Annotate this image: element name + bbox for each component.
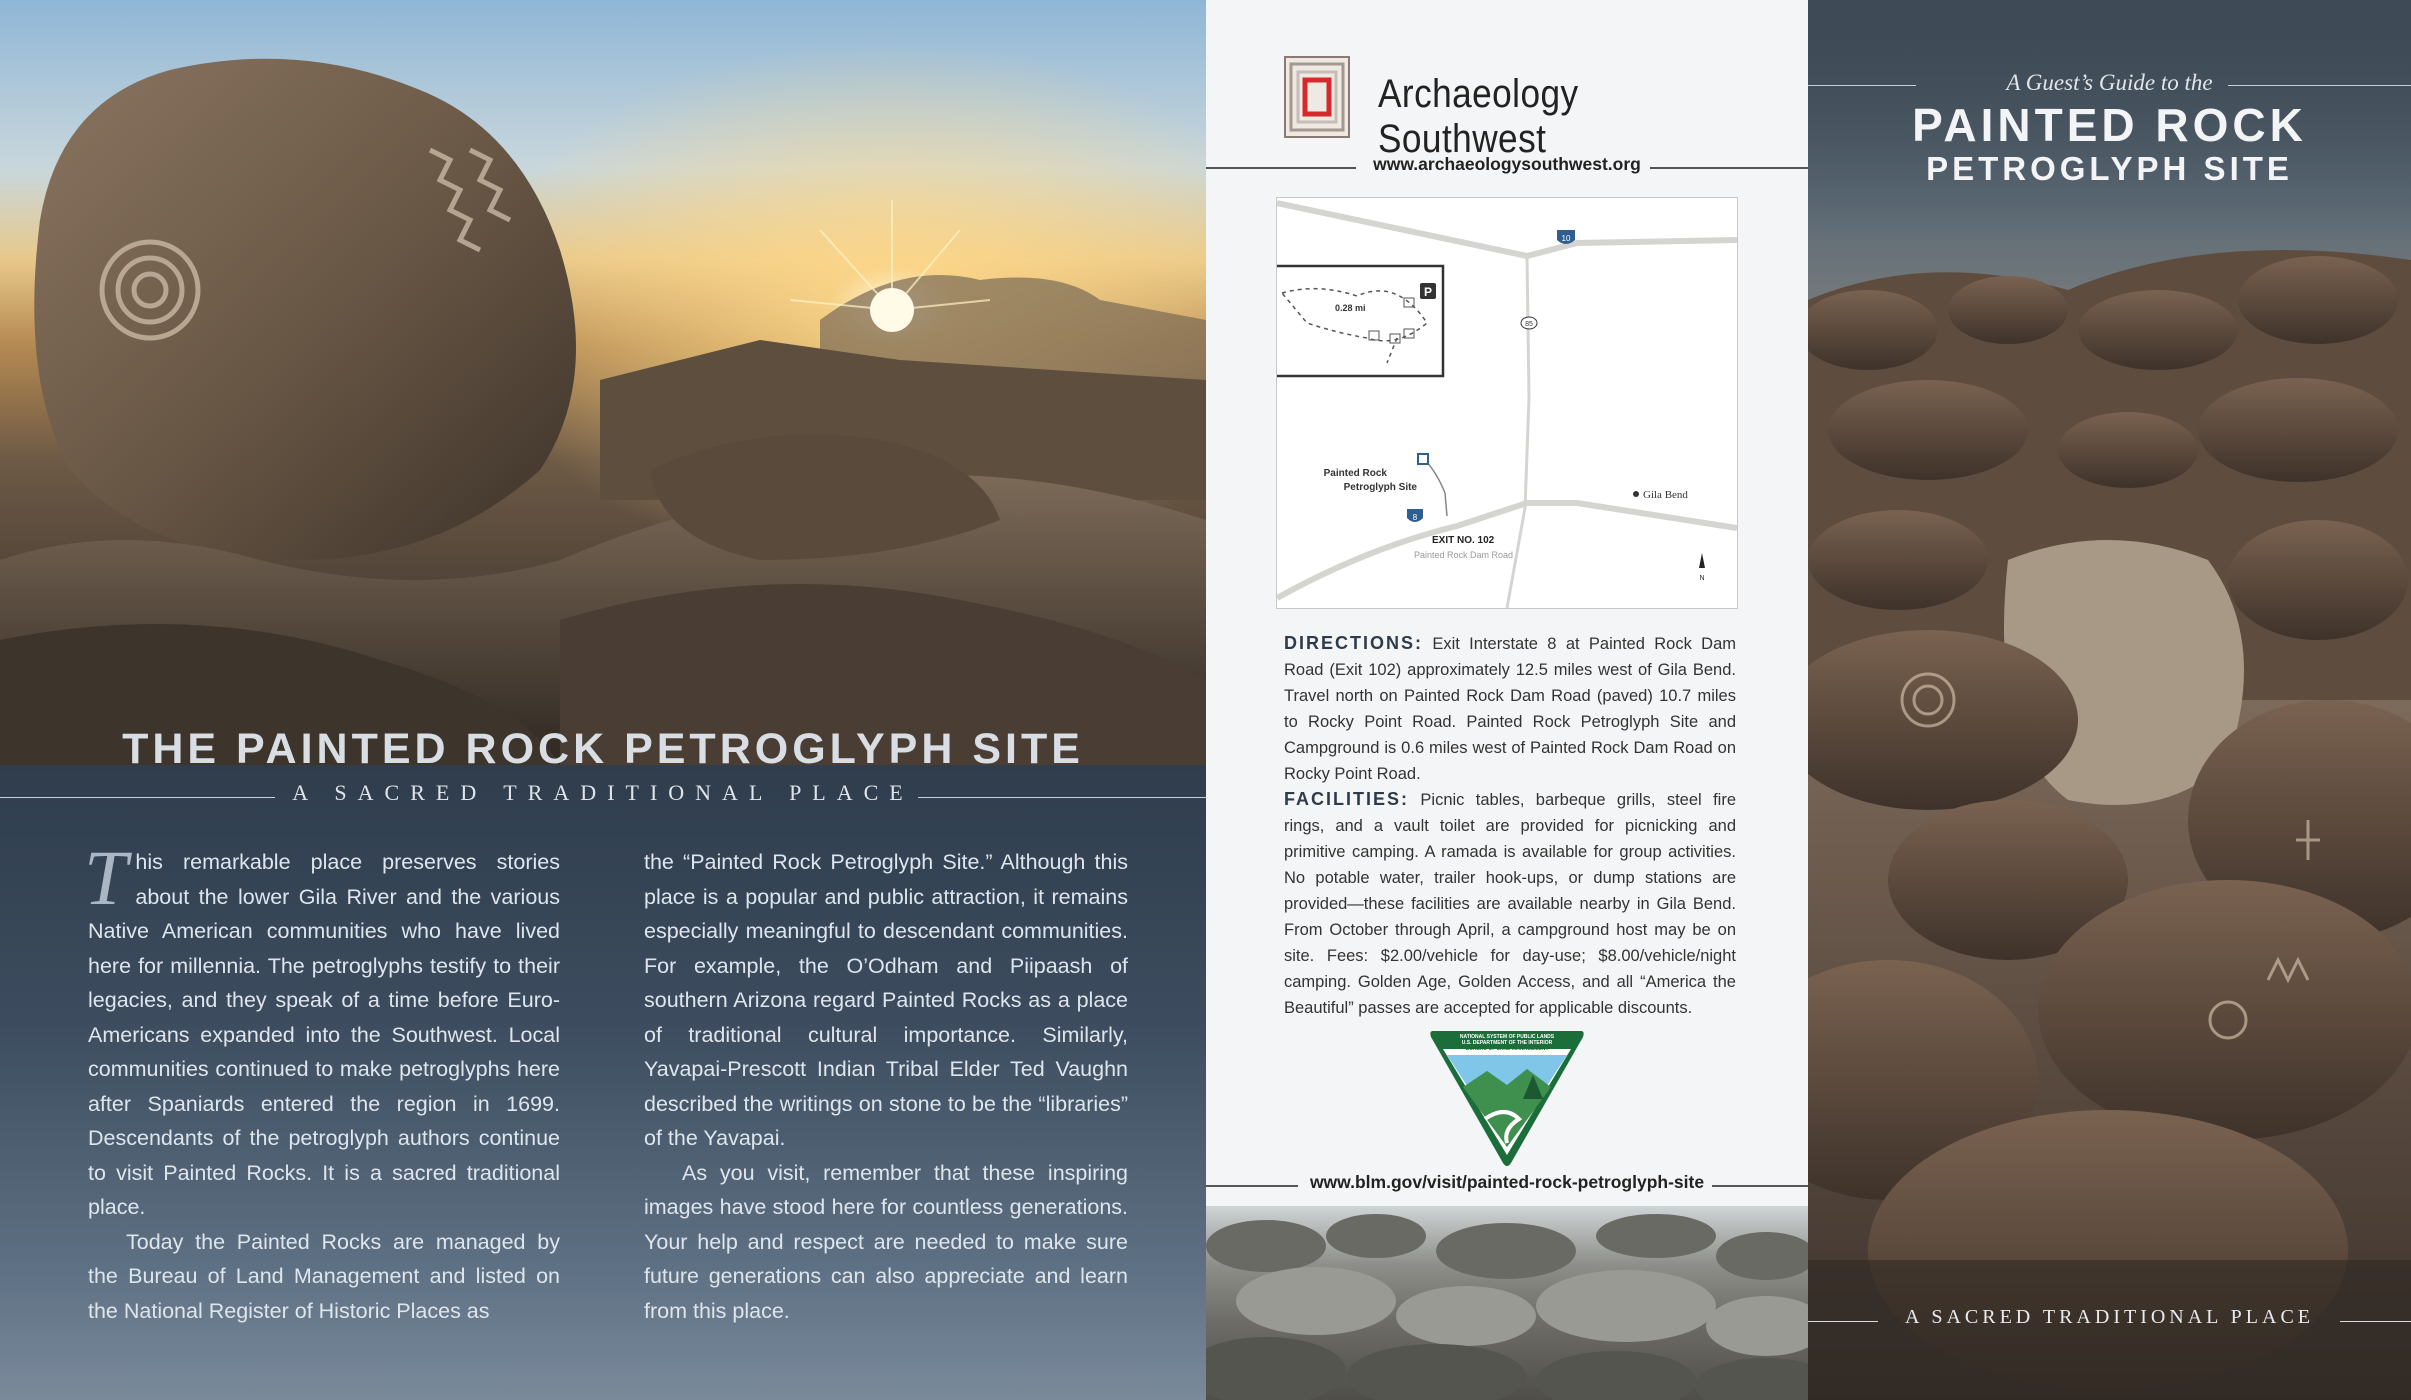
paragraph: As you visit, remember that these inspiring images have stood here for countless generations. Your help and respect are needed to make sure future generations can also appreciate and learn from this place.	[644, 1160, 1128, 1323]
org-url-link[interactable]: www.archaeologysouthwest.org	[1373, 154, 1641, 174]
drop-cap: T	[84, 834, 128, 921]
svg-text:U.S. DEPARTMENT OF THE INTERIO: U.S. DEPARTMENT OF THE INTERIOR	[1461, 1040, 1553, 1046]
org-url-row	[1206, 154, 1808, 180]
cover-subtitle: PETROGLYPH SITE	[1926, 150, 2293, 187]
svg-text:10: 10	[1561, 234, 1571, 243]
facilities-text	[1284, 786, 1736, 1021]
cover-title: PAINTED ROCK	[1912, 99, 2307, 151]
site-label: Painted Rock	[1323, 468, 1387, 479]
cover-tagline: A SACRED TRADITIONAL PLACE	[1904, 1306, 2314, 1328]
site-label: Petroglyph Site	[1343, 482, 1417, 493]
road-label: Painted Rock Dam Road	[1414, 550, 1514, 560]
north-label: N	[1699, 575, 1705, 582]
svg-text:8: 8	[1412, 513, 1418, 522]
blm-badge-logo-icon	[1427, 1027, 1587, 1167]
page-title: THE PAINTED ROCK PETROGLYPH SITE	[122, 725, 1084, 773]
parking-label: P	[1423, 285, 1433, 299]
blm-url-link[interactable]: www.blm.gov/visit/painted-rock-petroglyph-site	[1309, 1172, 1705, 1192]
svg-text:BUREAU OF LAND MANAGEMENT: BUREAU OF LAND MANAGEMENT	[1465, 1046, 1549, 1052]
inset-distance: 0.28 mi	[1335, 303, 1366, 313]
guide-row	[1808, 70, 2411, 100]
archaeology-southwest-logo-icon	[1284, 56, 1350, 138]
exit-label: EXIT NO. 102	[1432, 535, 1495, 546]
body-column-1	[84, 834, 560, 1328]
subtitle-row	[0, 780, 1206, 814]
interstate-10-shield-icon	[1557, 230, 1575, 244]
route-85-shield-icon	[1521, 317, 1537, 329]
facilities-label: FACILITIES:	[1284, 789, 1409, 809]
svg-text:NATIONAL SYSTEM OF PUBLIC LAND: NATIONAL SYSTEM OF PUBLIC LANDS	[1459, 1034, 1555, 1040]
directions-label: DIRECTIONS:	[1284, 633, 1423, 653]
blm-url-row	[1206, 1172, 1808, 1198]
facilities-body: Picnic tables, barbeque grills, steel fire rings, and a vault toilet are provided for picnicking and primitive camping. A ramada is available for group activities. No potable water, trailer hook-ups, or dump stations are provided—these facilities are available nearby in Gila Bend. From October through April, a campground host may be on site. Fees: $2.00/vehicle for day-use; $8.00/vehicle/night camping. Golden Age, Golden Access, and all “America the Beautiful” passes are accepted for applicable discounts.	[1284, 791, 1736, 1017]
sunset-boulder-photo	[0, 0, 1206, 765]
town-dot-icon	[1633, 491, 1639, 497]
org-name: Archaeology Southwest	[1378, 72, 1579, 161]
rock-field-photo	[1206, 1206, 1808, 1400]
directions-body: Exit Interstate 8 at Painted Rock Dam Road (Exit 102) approximately 12.5 miles west of Gila Bend. Travel north on Painted Rock Dam Road (paved) 10.7 miles to Rocky Point Road. Painted Rock Petroglyph Site and Campground is 0.6 miles west of Painted Rock Dam Road on Rocky Point Road.	[1284, 635, 1736, 783]
cover-tagline-row	[1808, 1306, 2411, 1336]
directions-text	[1284, 630, 1736, 787]
body-column-2	[644, 845, 1128, 1328]
town-label: Gila Bend	[1643, 489, 1688, 501]
page-subtitle: A SACRED TRADITIONAL PLACE	[292, 780, 914, 805]
paragraph: Today the Painted Rocks are managed by the Bureau of Land Management and listed on the National Register of Historic Places as	[88, 1229, 560, 1323]
paragraph: the “Painted Rock Petroglyph Site.” Although this place is a popular and public attraction, it remains especially meaningful to descendant communities. For example, the O’Odham and Piipaash of southern Arizona regard Painted Rocks as a place of traditional cultural importance. Similarly, Yavapai-Prescott Indian Tribal Elder Ted Vaughn described the writings on stone to be the “libraries” of the Yavapai.	[644, 850, 1128, 1150]
petroglyph-boulders-photo	[1808, 0, 2411, 1400]
north-arrow-icon	[1699, 553, 1705, 568]
middle-panel	[1206, 0, 1808, 1400]
right-panel-cover	[1808, 0, 2411, 1400]
interstate-8-shield-icon	[1407, 509, 1423, 522]
cover-guide-text: A Guest’s Guide to the	[2006, 70, 2213, 95]
paragraph: his remarkable place preserves stories about the lower Gila River and the various Native American communities who have lived here for millennia. The petroglyphs testify to their legacies, and they speak of a time before Euro-Americans expanded into the Southwest. Local communities continued to make petroglyphs here after Spaniards entered the region in 1699. Descendants of the petroglyph authors continue to visit Painted Rocks. It is a sacred traditional place.	[88, 850, 560, 1219]
svg-text:85: 85	[1525, 321, 1533, 328]
site-marker-icon	[1418, 454, 1428, 464]
location-map	[1276, 197, 1738, 609]
